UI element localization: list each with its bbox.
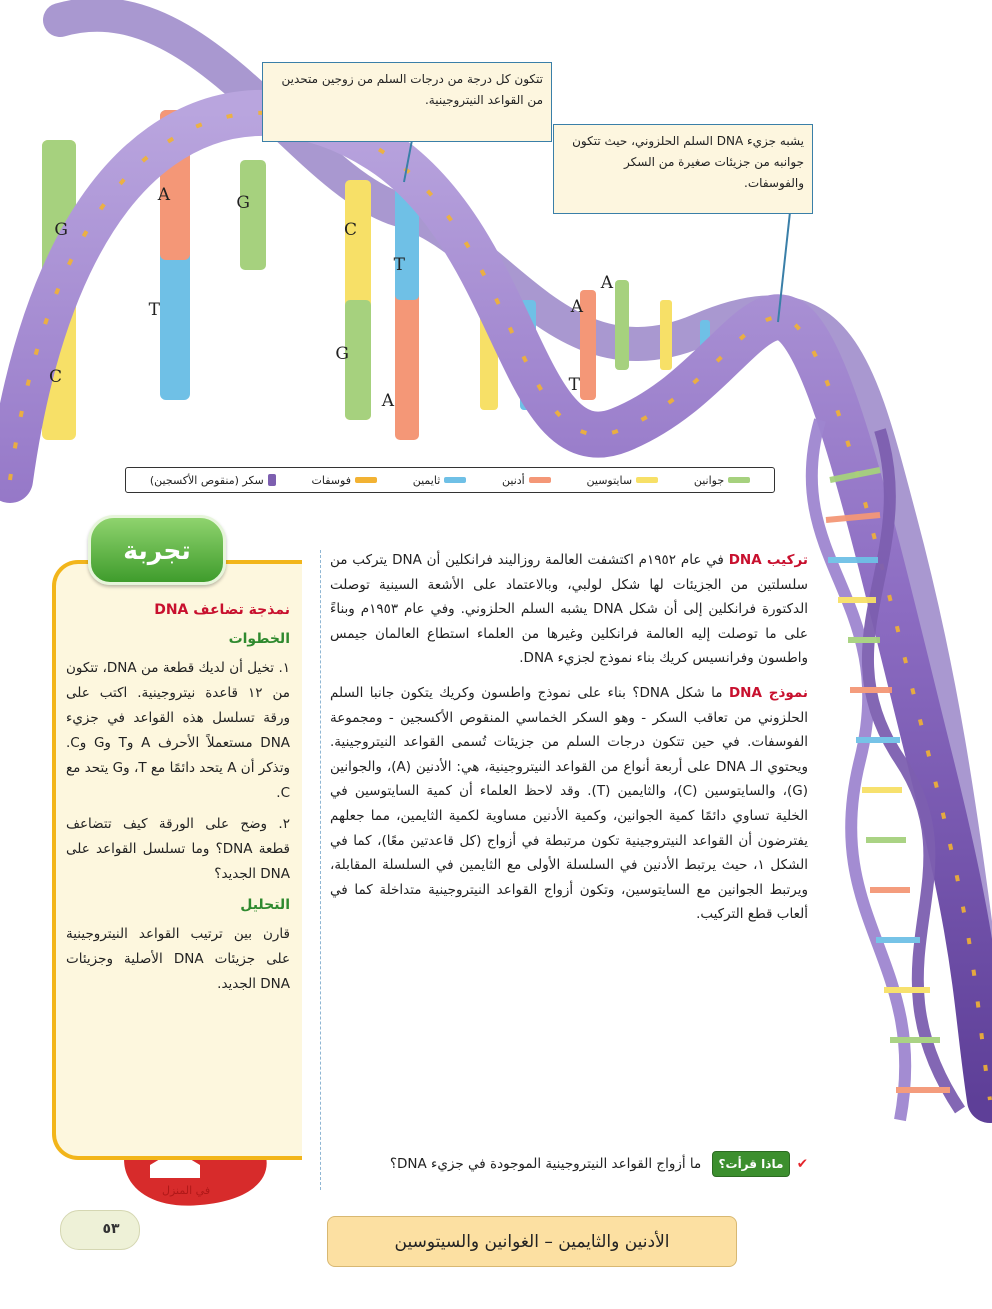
adenine-swatch — [529, 477, 551, 483]
base-label: A — [381, 391, 394, 411]
reading-check-badge: ماذا قرأت؟ — [712, 1151, 791, 1177]
analysis-heading: التحليل — [240, 897, 290, 913]
callout-spiral-ladder-text: يشبه جزيء DNA السلم الحلزوني، حيث تتكون جوانبه من جزيئات صغيرة من السكر والفوسفات. — [572, 134, 804, 190]
legend-adenine — [502, 474, 551, 487]
heading-dna-structure: تركيب DNA — [728, 552, 808, 568]
page-number-text: ٥٣ — [102, 1221, 120, 1237]
paragraph-dna-structure-text: في عام ١٩٥٢م اكتشفت العالمة روزاليند فرانكلين أن DNA يتركب من سلسلتين من الجزيئات لها شكل لولبي، وبالاعتماد على الأشعة السينية توصلت الدكتورة فرانكلين إلى أن شكل DNA يشبه السلم الحلزوني. وفي عام ١٩٥٣م وبناءً على ما توصلت إليه العالمة فرانكلين وغيرها من العلماء استطاع العالمان جيمس واطسون وفرانسيس كريك بناء نموذج لجزيء DNA. — [330, 552, 808, 667]
sugar-swatch — [268, 474, 276, 486]
phosphate-swatch — [355, 477, 377, 483]
callout-base-pairs — [262, 62, 552, 142]
legend-guanine-label: جوانين — [693, 473, 725, 487]
reading-check — [330, 1151, 808, 1177]
legend-adenine-label: أدنين — [502, 473, 525, 487]
base-label: T — [148, 300, 160, 320]
paragraph-dna-model-text: ما شكل DNA؟ بناء على نموذج واطسون وكريك يتكون جانبا السلم الحلزوني من تعاقب السكر - وهو السكر الخماسي المنقوص الأكسجين - ومجموعة الفوسفات. في حين تتكون درجات السلم من جزيئات تُسمى القواعد النيتروجينية. ويحتوي الـ DNA على أربعة أنواع من القواعد النيتروجينية، هي: الأدنين (A)، والجوانين (G)، والسايتوسين (C)، والثايمين (T). وقد لاحظ العلماء أن كمية السايتوسين في الخلية تساوي دائمًا كمية الجوانين، وكمية الأدنين مساوية لكمية الثايمين، مما جعلهم يفترضون أن القواعد النيتروجينية تكون مرتبطة في أزواج (كل قاعدتين معًا)، كما في الشكل ١، حيث يرتبط الأدنين في السلسلة الأولى مع الثايمين في السلسلة المقابلة، ويرتبط الجوانين مع السايتوسين، وتكون أزواج القواعد النيتروجينية متداخلة كما في ألعاب قطع التركيب. — [330, 684, 808, 923]
experiment-tab-label: تجربة — [123, 535, 191, 565]
base-label: A — [600, 273, 613, 293]
legend-cytosine-label: سايتوسين — [586, 473, 633, 487]
paragraph-dna-model — [330, 681, 808, 927]
legend-thymine — [413, 474, 467, 487]
home-badge-label: في المنزل — [162, 1184, 211, 1197]
steps-heading: الخطوات — [228, 631, 290, 647]
legend-phosphate — [312, 474, 377, 487]
answer-box — [327, 1216, 737, 1267]
main-text — [330, 548, 808, 937]
base-label: G — [335, 344, 349, 364]
experiment-tab — [88, 515, 226, 585]
paragraph-dna-structure — [330, 548, 808, 671]
experiment-content — [66, 598, 290, 1003]
legend-guanine — [694, 474, 750, 487]
check-icon: ✔ — [796, 1156, 808, 1172]
callout-spiral-ladder — [553, 124, 813, 214]
base-label: T — [393, 255, 405, 275]
analysis-text: قارن بين ترتيب القواعد النيتروجينية على جزيئات DNA الأصلية وجزيئات DNA الجديد. — [66, 926, 291, 992]
reading-check-question: ما أزواج القواعد النيتروجينية الموجودة في جزيء DNA؟ — [389, 1156, 702, 1172]
legend-phosphate-label: فوسفات — [311, 473, 351, 487]
callout-base-pairs-text: تتكون كل درجة من درجات السلم من زوجين متحدين من القواعد النيتروجينية. — [281, 72, 543, 107]
experiment-title: نمذجة تضاعف DNA — [154, 602, 290, 618]
base-label: C — [343, 220, 357, 240]
legend-sugar — [150, 474, 276, 487]
base-label: G — [236, 193, 250, 213]
base-label: C — [48, 367, 62, 387]
cytosine-swatch — [636, 477, 658, 483]
base-label: A — [570, 297, 583, 317]
legend-cytosine — [587, 474, 659, 487]
legend-sugar-label: سكر (منقوص الأكسجين) — [149, 473, 264, 487]
thymine-swatch — [444, 477, 466, 483]
base-label: T — [568, 375, 580, 395]
page-number-pill — [60, 1210, 140, 1250]
experiment-step-1: ١. تخيل أن لديك قطعة من DNA، تتكون من ١٢ قاعدة نيتروجينية. اكتب على ورقة تسلسل هذه القواعد في جزيء DNA مستعملاً الأحرف A وT وG وC. وتذكر أن A يتحد دائمًا مع T، وG يتحد مع C. — [66, 660, 291, 801]
answer-text: الأدنين والثايمين – الغوانين والسيتوسين — [394, 1231, 670, 1252]
heading-dna-model: نموذج DNA — [728, 684, 808, 701]
column-divider — [320, 550, 321, 1190]
legend-thymine-label: ثايمين — [412, 473, 441, 487]
guanine-swatch — [728, 477, 750, 483]
base-label: G — [54, 220, 68, 240]
experiment-step-2: ٢. وضح على الورقة كيف تتضاعف قطعة DNA؟ وما تسلسل القواعد على DNA الجديد؟ — [66, 816, 290, 882]
page-number — [60, 1210, 138, 1248]
base-label: A — [157, 185, 170, 205]
diagram-legend — [125, 467, 775, 493]
